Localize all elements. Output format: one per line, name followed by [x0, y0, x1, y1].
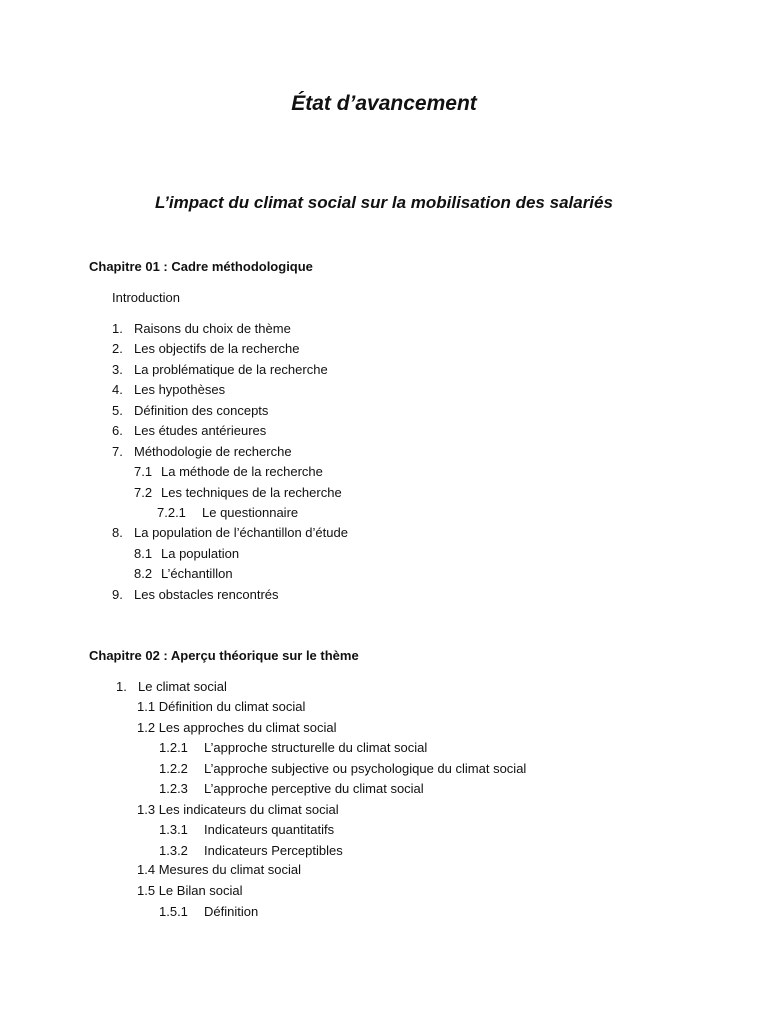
chapter-2-item: [137, 862, 301, 877]
chapter-1-item-text: Les obstacles rencontrés: [134, 587, 279, 602]
chapter-1-item-text: L’échantillon: [161, 566, 233, 581]
chapter-1-item-text: Les études antérieures: [134, 423, 267, 438]
chapter-2-item-number: 1.1: [137, 699, 156, 714]
chapter-2-item: [137, 720, 336, 735]
chapter-1-item-number: 1.: [112, 321, 123, 336]
chapter-2-item: [137, 802, 339, 817]
chapter-2-item-number: 1.: [116, 679, 127, 694]
chapter-1-item-text: La problématique de la recherche: [134, 362, 328, 377]
chapter-2-heading: Chapitre 02 : Aperçu théorique sur le thème: [89, 648, 359, 663]
chapter-2-item-text: Le climat social: [138, 679, 227, 694]
chapter-2-item: [137, 883, 243, 898]
chapter-1-item-number: 5.: [112, 403, 123, 418]
chapter-1-item-text: Définition des concepts: [134, 403, 269, 418]
chapter-2-item-text: Indicateurs Perceptibles: [204, 843, 343, 858]
chapter-1-item-number: 3.: [112, 362, 123, 377]
chapter-1-item-number: 7.2.1: [157, 505, 186, 520]
chapter-2-item-text: Définition: [204, 904, 259, 919]
chapter-1-item-text: Le questionnaire: [202, 505, 299, 520]
chapter-2-item-number: 1.5.1: [159, 904, 188, 919]
chapter-1-item-number: 9.: [112, 587, 123, 602]
chapter-2-item-text: Les indicateurs du climat social: [158, 802, 339, 817]
chapter-1-item-text: La méthode de la recherche: [161, 464, 323, 479]
chapter-1-item-number: 7.1: [134, 464, 153, 479]
chapter-2-item-text: Indicateurs quantitatifs: [204, 822, 335, 837]
chapter-1-item-text: Les techniques de la recherche: [161, 485, 342, 500]
chapter-1-item-number: 6.: [112, 423, 123, 438]
chapter-1-item-number: 8.1: [134, 546, 153, 561]
document-title: État d’avancement: [291, 92, 477, 115]
chapter-2-item-number: 1.3.2: [159, 843, 188, 858]
chapter-1-intro: Introduction: [112, 290, 180, 305]
chapter-2-item-text: L’approche perceptive du climat social: [204, 781, 424, 796]
chapter-2-item-number: 1.3: [137, 802, 156, 817]
chapter-1-heading: Chapitre 01 : Cadre méthodologique: [89, 259, 313, 274]
chapter-1-item-text: Les hypothèses: [134, 382, 226, 397]
document-subtitle: L’impact du climat social sur la mobilisation des salariés: [155, 193, 613, 212]
chapter-2-item-text: Les approches du climat social: [158, 720, 337, 735]
chapter-1-item-number: 8.: [112, 525, 123, 540]
chapter-2-item-text: Mesures du climat social: [158, 862, 302, 877]
chapter-2-item-number: 1.2.2: [159, 761, 188, 776]
chapter-1-item-number: 8.2: [134, 566, 153, 581]
chapter-2-item-text: Définition du climat social: [158, 699, 306, 714]
chapter-2-item-number: 1.5: [137, 883, 156, 898]
chapter-1-item-text: Les objectifs de la recherche: [134, 341, 300, 356]
chapter-2-item: [137, 699, 305, 714]
chapter-2-item-number: 1.2.1: [159, 740, 188, 755]
chapter-1-item-text: La population: [161, 546, 240, 561]
chapter-1-item-text: Raisons du choix de thème: [134, 321, 291, 336]
chapter-2-item-text: Le Bilan social: [158, 883, 243, 898]
chapter-1-item-number: 7.2: [134, 485, 153, 500]
chapter-1-item-number: 4.: [112, 382, 123, 397]
chapter-2-item-number: 1.4: [137, 862, 156, 877]
chapter-1-item-number: 2.: [112, 341, 123, 356]
chapter-2-item-number: 1.2.3: [159, 781, 188, 796]
chapter-1-item-text: La population de l’échantillon d’étude: [134, 525, 348, 540]
chapter-1-item-number: 7.: [112, 444, 123, 459]
chapter-2-item-text: L’approche structurelle du climat social: [204, 740, 428, 755]
chapter-1-item-text: Méthodologie de recherche: [134, 444, 292, 459]
chapter-2-item-text: L’approche subjective ou psychologique du climat social: [204, 761, 527, 776]
chapter-2-item-number: 1.3.1: [159, 822, 188, 837]
chapter-2-item-number: 1.2: [137, 720, 156, 735]
